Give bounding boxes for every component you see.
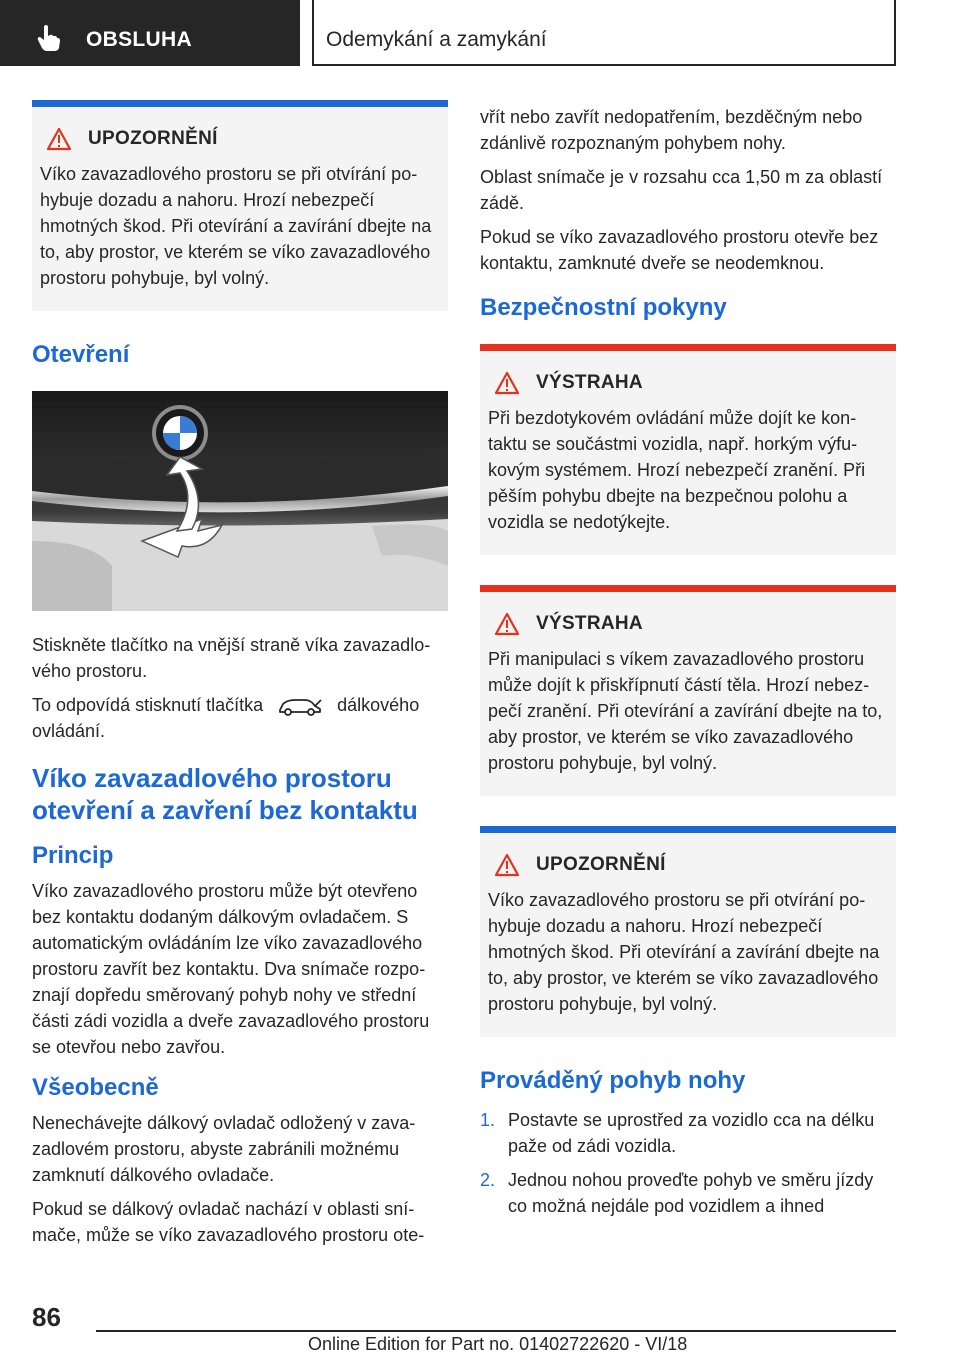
open-paragraph-1: Stiskněte tlačítko na vnější straně víka zavazadlového prostoru. bbox=[32, 635, 431, 681]
warning-header bbox=[488, 371, 888, 395]
warning-triangle-icon bbox=[494, 612, 520, 636]
heading-general: Všeobecně bbox=[32, 1074, 159, 1101]
notice-text: Víko zavazadlového prostoru se při otvírání pohybuje dozadu a nahoru. Hrozí nebezpečí hmotných škod. Při otevírání a zavírání dbejte na to, aby prostor, ve kterém se víko zavazadlového prostoru pohybuje, byl volný. bbox=[40, 164, 432, 288]
heading-open: Otevření bbox=[32, 341, 130, 368]
warning-box-2 bbox=[480, 585, 896, 796]
general-paragraph-2: Pokud se dálkový ovladač nachází v oblasti snímače, může se víko zavazadlového prostoru ote- bbox=[32, 1199, 425, 1245]
car-trunk-icon bbox=[277, 695, 323, 717]
heading-main: Víko zavazadlového prostoru otevření a zavření bez kontaktu bbox=[32, 763, 418, 825]
footer-divider bbox=[96, 1330, 896, 1332]
warning-triangle-icon bbox=[46, 127, 72, 151]
notice-text: Víko zavazadlového prostoru se při otvírání pohybuje dozadu a nahoru. Hrozí nebezpečí hmotných škod. Při otevírání a zavírání dbejte na to, aby prostor, ve kterém se víko zavazadlového prostoru pohybuje, byl volný. bbox=[488, 890, 880, 1014]
section-title: OBSLUHA bbox=[86, 28, 192, 51]
warning-triangle-icon bbox=[494, 853, 520, 877]
section-tab bbox=[0, 0, 300, 66]
warning-text: Při bezdotykovém ovládání může dojít ke kontaktu se součástmi vozidla, např. horkým výfukovým systémem. Hrozí nebezpečí zranění. Při pěším pohybu dbejte na bezpečnou polohu a vozidla se nedotýkejte. bbox=[488, 408, 866, 532]
notice-title: UPOZORNĚNÍ bbox=[536, 854, 666, 875]
continued-paragraph-2: Oblast snímače je v rozsahu cca 1,50 m za oblastí zádě. bbox=[480, 167, 883, 213]
heading-motion: Prováděný pohyb nohy bbox=[480, 1067, 746, 1094]
step-number: 1. bbox=[480, 1110, 496, 1130]
warning-title: VÝSTRAHA bbox=[536, 613, 643, 634]
notice-box-1 bbox=[32, 100, 448, 311]
list-item bbox=[480, 1167, 896, 1219]
trunk-button-photo bbox=[32, 391, 448, 611]
warning-title: VÝSTRAHA bbox=[536, 372, 643, 393]
warning-text: Při manipulaci s víkem zavazadlového prostoru může dojít k přiskřípnutí částí těla. Hrozí nebezpečí zranění. Při otevírání a zavírání dbejte na to, aby prostor, ve kterém se víko zavazadlového prostoru pohybuje, byl volný. bbox=[488, 649, 883, 773]
hand-touch-icon bbox=[36, 24, 62, 52]
step-text: Postavte se uprostřed za vozidlo cca na délku paže od zádi vozidla. bbox=[508, 1110, 875, 1156]
right-column bbox=[480, 104, 896, 1227]
continued-paragraph-3: Pokud se víko zavazadlového prostoru otevře bez kontaktu, zamknuté dveře se neodemknou. bbox=[480, 227, 879, 273]
warning-header bbox=[488, 612, 888, 636]
notice-title: UPOZORNĚNÍ bbox=[88, 128, 218, 149]
heading-princip: Princip bbox=[32, 842, 114, 869]
left-column bbox=[32, 100, 448, 1256]
open-paragraph-2 bbox=[32, 692, 448, 744]
steps-list bbox=[480, 1107, 896, 1219]
step-text: Jednou nohou proveďte pohyb ve směru jízdy co možná nejdále pod vozidlem a ihned bbox=[508, 1170, 874, 1216]
general-paragraph-1: Nenechávejte dálkový ovladač odložený v zavazadlovém prostoru, abyste zabránili možnému zamknutí dálkového ovladače. bbox=[32, 1113, 416, 1185]
warning-triangle-icon bbox=[494, 371, 520, 395]
princip-paragraph: Víko zavazadlového prostoru může být otevřeno bez kontaktu dodaným dálkovým ovladačem. S automatickým ovládáním lze víko zavazadlového prostoru zavřít bez kontaktu. Dva snímače rozpoznají dopředu směrovaný pohyb nohy ve střední části zádi vozidla a dveře zavazadlového prostoru se otevřou nebo zavřou. bbox=[32, 881, 430, 1057]
notice-header bbox=[488, 853, 888, 877]
list-item bbox=[480, 1107, 896, 1159]
page-number: 86 bbox=[32, 1302, 61, 1332]
open-paragraph-2b: dálkového ovládání. bbox=[32, 695, 420, 741]
notice-header bbox=[40, 127, 440, 151]
chapter-title: Odemykání a zamykání bbox=[326, 28, 547, 51]
page-header bbox=[0, 0, 960, 66]
warning-box-1 bbox=[480, 344, 896, 555]
chapter-box bbox=[312, 0, 896, 66]
footer-edition: Online Edition for Part no. 01402722620 - VI/18 bbox=[308, 1334, 688, 1354]
step-number: 2. bbox=[480, 1170, 496, 1190]
heading-safety: Bezpečnostní pokyny bbox=[480, 294, 727, 321]
notice-box-2 bbox=[480, 826, 896, 1037]
open-paragraph-2a: To odpovídá stisknutí tlačítka bbox=[32, 695, 264, 715]
continued-paragraph-1: vřít nebo zavřít nedopatřením, bezděčným nebo zdánlivě rozpoznaným pohybem nohy. bbox=[480, 107, 863, 153]
